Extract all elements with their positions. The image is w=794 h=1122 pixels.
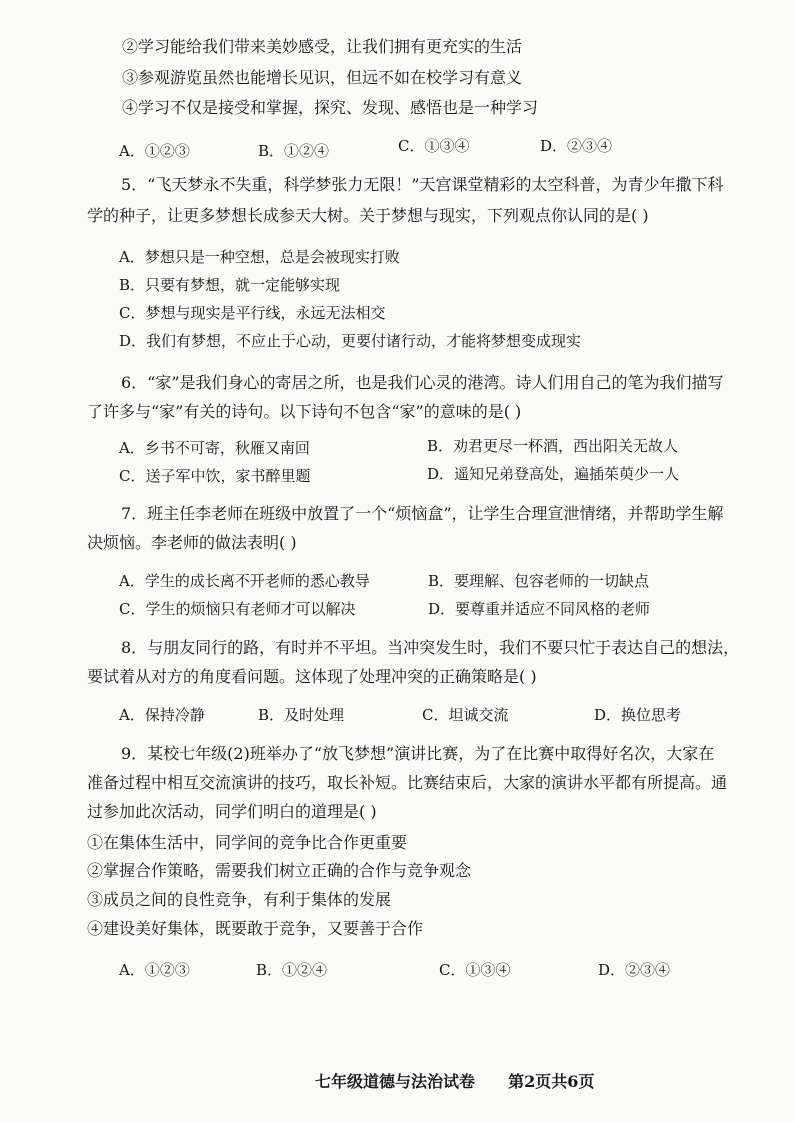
page-footer [315, 1069, 594, 1092]
q7-stem-line1: 7．班主任李老师在班级中放置了一个“烦恼盒”，让学生合理宣泄情绪，并帮助学生解 [121, 504, 724, 523]
q4-option-b[interactable]: B．①②④ [258, 142, 330, 160]
q5-option-a[interactable]: A．梦想只是一种空想，总是会被现实打败 [119, 248, 400, 266]
q6-stem-line1: 6．“家”是我们身心的寄居之所，也是我们心灵的港湾。诗人们用自己的笔为我们描写 [121, 373, 724, 392]
q6-option-a[interactable]: A．乡书不可寄，秋雁又南回 [119, 439, 310, 457]
q5-option-b[interactable]: B．只要有梦想，就一定能够实现 [119, 276, 341, 294]
q4-option-d[interactable]: D．②③④ [540, 137, 613, 155]
q8-stem-line2: 要试着从对方的角度看问题。这体现了处理冲突的正确策略是( ) [87, 667, 537, 686]
q5-option-c[interactable]: C．梦想与现实是平行线，永远无法相交 [119, 304, 386, 322]
q9-stem-line3: 过参加此次活动，同学们明白的道理是( ) [87, 802, 377, 821]
q9-option-c[interactable]: C．①③④ [439, 961, 511, 979]
q4-statement-3: ③参观游览虽然也能增长见识，但远不如在校学习有意义 [122, 68, 523, 87]
q6-stem-line2: 了许多与“家”有关的诗句。以下诗句不包含“家”的意味的是( ) [87, 402, 522, 421]
q8-option-d[interactable]: D．换位思考 [594, 706, 682, 724]
q9-option-b[interactable]: B．①②④ [256, 961, 328, 979]
exam-title: 七年级道德与法治试卷 [315, 1072, 476, 1091]
q8-option-c[interactable]: C．坦诚交流 [422, 706, 509, 724]
q7-stem-line2: 决烦恼。李老师的做法表明( ) [87, 533, 297, 552]
q6-option-b[interactable]: B．劝君更尽一杯酒，西出阳关无故人 [427, 437, 679, 455]
q9-stem-line2: 准备过程中相互交流演讲的技巧，取长补短。比赛结束后，大家的演讲水平都有所提高。通 [87, 773, 728, 792]
q7-option-d[interactable]: D．要尊重并适应不同风格的老师 [428, 600, 651, 618]
q8-option-b[interactable]: B．及时处理 [258, 706, 345, 724]
q9-option-d[interactable]: D．②③④ [598, 961, 671, 979]
q9-statement-1: ①在集体生活中，同学间的竞争比合作更重要 [87, 833, 408, 852]
q4-statement-2: ②学习能给我们带来美妙感受，让我们拥有更充实的生活 [122, 37, 523, 56]
q7-option-c[interactable]: C．学生的烦恼只有老师才可以解决 [119, 600, 356, 618]
q9-statement-4: ④建设美好集体，既要敢于竞争，又要善于合作 [87, 919, 424, 938]
q4-option-c[interactable]: C．①③④ [398, 137, 470, 155]
q9-statement-2: ②掌握合作策略，需要我们树立正确的合作与竞争观念 [87, 861, 472, 880]
page-number: 第2页共6页 [508, 1072, 595, 1091]
q9-statement-3: ③成员之间的良性竞争，有利于集体的发展 [87, 890, 392, 909]
q4-option-a[interactable]: A．①②③ [119, 142, 190, 160]
q8-option-a[interactable]: A．保持冷静 [119, 706, 205, 724]
q6-option-d[interactable]: D．遥知兄弟登高处，遍插茱萸少一人 [427, 465, 680, 483]
q4-statement-4: ④学习不仅是接受和掌握，探究、发现、感悟也是一种学习 [122, 98, 539, 117]
q7-option-a[interactable]: A．学生的成长离不开老师的悉心教导 [119, 572, 370, 590]
q6-option-c[interactable]: C．送子军中饮，家书醉里题 [119, 467, 311, 485]
q5-stem-line1: 5．“飞天梦永不失重，科学梦张力无限！”天宫课堂精彩的太空科普，为青少年撒下科 [121, 175, 724, 194]
q7-option-b[interactable]: B．要理解、包容老师的一切缺点 [428, 572, 650, 590]
q9-stem-line1: 9．某校七年级(2)班举办了“放飞梦想”演讲比赛，为了在比赛中取得好名次，大家在 [121, 744, 715, 763]
q5-stem-line2: 学的种子，让更多梦想长成参天大树。关于梦想与现实，下列观点你认同的是( ) [87, 206, 649, 225]
q9-option-a[interactable]: A．①②③ [119, 961, 190, 979]
q8-stem-line1: 8．与朋友同行的路，有时并不平坦。当冲突发生时，我们不要只忙于表达自己的想法， [121, 638, 740, 657]
q5-option-d[interactable]: D．我们有梦想，不应止于心动，更要付诸行动，才能将梦想变成现实 [119, 332, 582, 350]
